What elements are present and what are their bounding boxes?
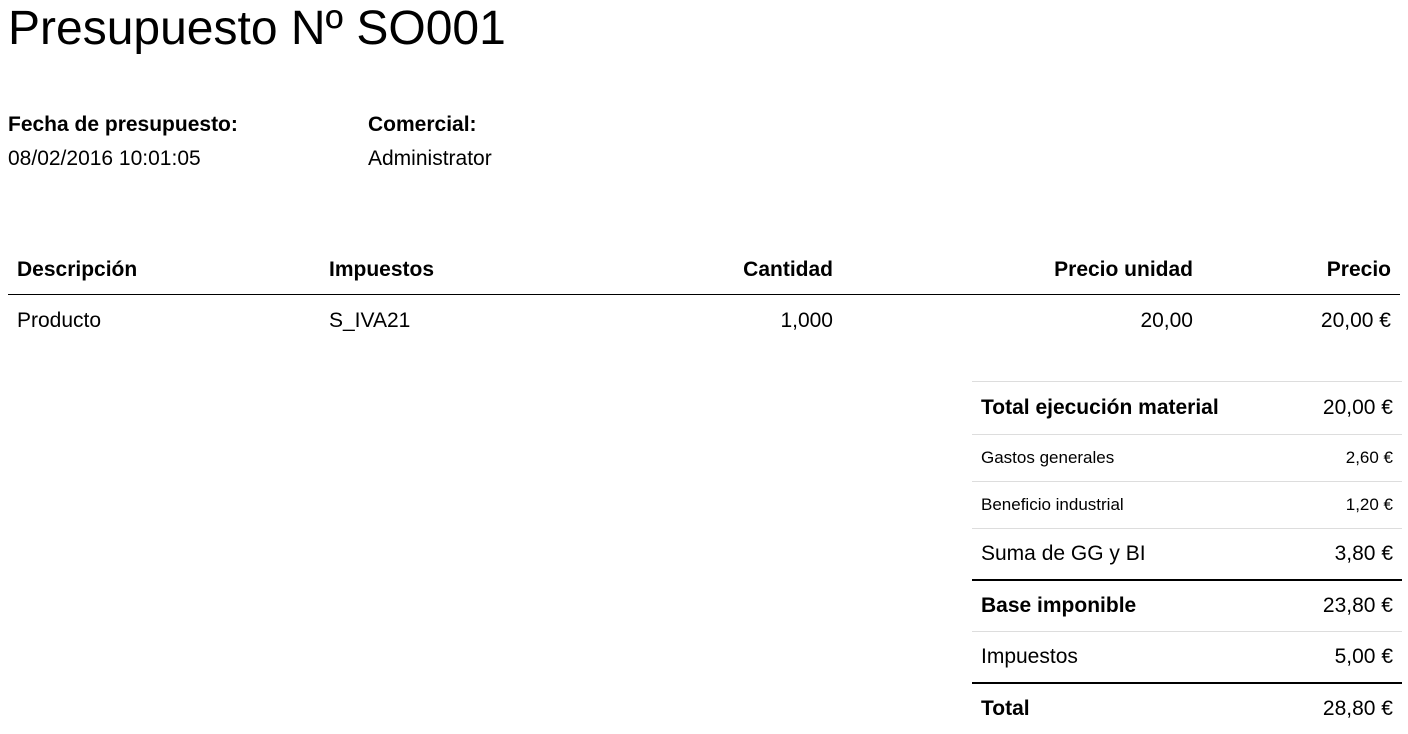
- industrial-profit-label: Beneficio industrial: [972, 482, 1292, 529]
- totals-table: [972, 381, 1402, 734]
- overhead-profit-sum-label: Suma de GG y BI: [972, 529, 1292, 581]
- taxes-label: Impuestos: [972, 632, 1292, 684]
- overhead-label: Gastos generales: [972, 435, 1292, 482]
- page-title: Presupuesto Nº SO001: [8, 2, 506, 55]
- line-description: Producto: [17, 309, 102, 332]
- order-lines-header: [8, 246, 1400, 295]
- grand-total-label: Total: [972, 683, 1292, 734]
- column-header-description: Descripción: [8, 246, 320, 295]
- order-lines-table: [8, 246, 1400, 347]
- industrial-profit-row: [972, 482, 1402, 529]
- overhead-profit-sum-row: [972, 529, 1402, 581]
- quotation-date-value: 08/02/2016 10:01:05: [8, 147, 201, 170]
- tax-base-row: [972, 580, 1402, 632]
- column-header-quantity: Cantidad: [520, 246, 842, 295]
- line-quantity: 1,000: [780, 309, 833, 332]
- quotation-date-block: [8, 112, 238, 172]
- line-taxes: S_IVA21: [329, 309, 411, 332]
- line-price: 20,00 €: [1320, 309, 1391, 332]
- overhead-row: [972, 435, 1402, 482]
- taxes-value: 5,00 €: [1292, 632, 1402, 684]
- overhead-profit-sum-value: 3,80 €: [1292, 529, 1402, 581]
- table-row: [8, 295, 1400, 348]
- grand-total-row: [972, 683, 1402, 734]
- total-material-value: 20,00 €: [1292, 382, 1402, 435]
- salesperson-label: Comercial:: [368, 113, 477, 136]
- column-header-unit-price: Precio unidad: [842, 246, 1202, 295]
- line-unit-price: 20,00: [1140, 309, 1193, 332]
- column-header-taxes: Impuestos: [320, 246, 520, 295]
- overhead-value: 2,60 €: [1292, 435, 1402, 482]
- taxes-row: [972, 632, 1402, 684]
- tax-base-label: Base imponible: [972, 580, 1292, 632]
- quotation-date-label: Fecha de presupuesto:: [8, 113, 238, 136]
- total-material-row: [972, 382, 1402, 435]
- industrial-profit-value: 1,20 €: [1292, 482, 1402, 529]
- tax-base-value: 23,80 €: [1292, 580, 1402, 632]
- column-header-price: Precio: [1202, 246, 1400, 295]
- total-material-label: Total ejecución material: [972, 382, 1292, 435]
- salesperson-value: Administrator: [368, 147, 492, 170]
- grand-total-value: 28,80 €: [1292, 683, 1402, 734]
- salesperson-block: [368, 112, 492, 172]
